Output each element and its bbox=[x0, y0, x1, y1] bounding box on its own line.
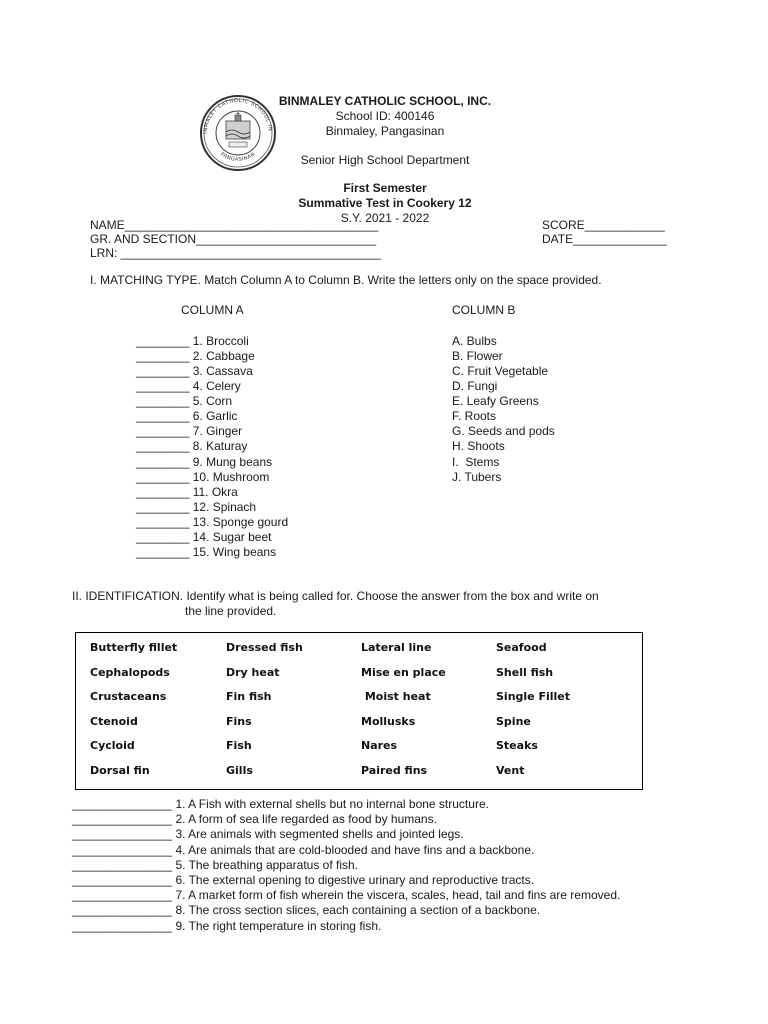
column-b-list bbox=[452, 334, 555, 485]
word-box-item: Seafood bbox=[496, 641, 547, 654]
column-b-item: F. Roots bbox=[452, 409, 497, 424]
date-field[interactable]: DATE______________ bbox=[542, 232, 667, 246]
identification-instruction-line1: II. IDENTIFICATION. Identify what is being called for. Choose the answer from the box and write on bbox=[72, 589, 599, 603]
identification-item[interactable]: _______________ 9. The right temperature in storing fish. bbox=[72, 918, 382, 933]
name-field[interactable]: NAME______________________________________ bbox=[90, 218, 379, 232]
word-box-item: Crustaceans bbox=[90, 690, 167, 703]
word-box-item: Spine bbox=[496, 715, 531, 728]
document-header bbox=[240, 94, 530, 226]
column-b-heading: COLUMN B bbox=[452, 303, 516, 317]
column-a-item[interactable]: ________ 1. Broccoli bbox=[136, 334, 249, 348]
identification-instruction-line2: the line provided. bbox=[185, 604, 277, 618]
word-box-item: Lateral line bbox=[361, 641, 432, 654]
column-b-item: H. Shoots bbox=[452, 439, 505, 454]
column-a-item[interactable]: ________ 4. Celery bbox=[136, 379, 241, 394]
lrn-field[interactable]: LRN: _______________________________________ bbox=[90, 246, 381, 260]
matching-instruction: I. MATCHING TYPE. Match Column A to Column B. Write the letters only on the space provided. bbox=[90, 273, 602, 287]
identification-item[interactable]: _______________ 5. The breathing apparatus of fish. bbox=[72, 857, 359, 872]
identification-item[interactable]: _______________ 4. Are animals that are cold-blooded and have fins and a backbone. bbox=[72, 842, 535, 857]
identification-item[interactable]: _______________ 2. A form of sea life regarded as food by humans. bbox=[72, 812, 437, 827]
student-info-left bbox=[90, 218, 381, 260]
grade-section-field[interactable]: GR. AND SECTION___________________________ bbox=[90, 232, 377, 246]
identification-items bbox=[72, 797, 620, 934]
column-a-heading: COLUMN A bbox=[181, 303, 244, 317]
word-box-item: Steaks bbox=[496, 739, 538, 752]
school-id: School ID: 400146 bbox=[335, 109, 435, 123]
column-a-item[interactable]: ________ 10. Mushroom bbox=[136, 469, 270, 484]
word-box-item: Dressed fish bbox=[226, 641, 303, 654]
identification-instruction bbox=[72, 589, 672, 619]
column-a-item[interactable]: ________ 12. Spinach bbox=[136, 499, 257, 514]
column-b-item: E. Leafy Greens bbox=[452, 394, 539, 409]
column-a-list bbox=[136, 334, 288, 560]
word-box-item: Cycloid bbox=[90, 739, 135, 752]
column-a-item[interactable]: ________ 14. Sugar beet bbox=[136, 529, 272, 544]
column-b-item: B. Flower bbox=[452, 349, 503, 364]
word-box-item: Vent bbox=[496, 764, 525, 777]
word-box-item: Paired fins bbox=[361, 764, 428, 777]
word-box-item: Ctenoid bbox=[90, 715, 138, 728]
word-box-item: Shell fish bbox=[496, 666, 554, 679]
word-box-item: Cephalopods bbox=[90, 666, 170, 679]
word-box-item: Butterfly fillet bbox=[90, 641, 178, 654]
column-a-item[interactable]: ________ 11. Okra bbox=[136, 484, 238, 499]
column-a-item[interactable]: ________ 9. Mung beans bbox=[136, 454, 273, 469]
column-a-item[interactable]: ________ 13. Sponge gourd bbox=[136, 514, 289, 529]
column-a-item[interactable]: ________ 15. Wing beans bbox=[136, 544, 277, 559]
column-a-item[interactable]: ________ 2. Cabbage bbox=[136, 349, 255, 364]
department: Senior High School Department bbox=[300, 153, 470, 167]
column-a-item[interactable]: ________ 7. Ginger bbox=[136, 424, 243, 439]
identification-item[interactable]: _______________ 7. A market form of fish wherein the viscera, scales, head, tail and fins are removed. bbox=[72, 888, 621, 903]
school-name: BINMALEY CATHOLIC SCHOOL, INC. bbox=[278, 94, 492, 108]
student-info-right bbox=[542, 218, 667, 246]
word-box-item: Gills bbox=[226, 764, 253, 777]
identification-item[interactable]: _______________ 1. A Fish with external shells but no internal bone structure. bbox=[72, 797, 489, 811]
word-box-item: Fin fish bbox=[226, 690, 272, 703]
word-box-item: Moist heat bbox=[361, 690, 431, 703]
school-year: S.Y. 2021 - 2022 bbox=[340, 211, 430, 225]
column-a-item[interactable]: ________ 5. Corn bbox=[136, 394, 233, 409]
seal-top-text: INMALEY CATHOLIC SCHOOL IN bbox=[202, 97, 274, 134]
test-title: Summative Test in Cookery 12 bbox=[298, 196, 472, 210]
column-b-item: J. Tubers bbox=[452, 469, 502, 484]
column-b-item: D. Fungi bbox=[452, 379, 498, 394]
column-a-item[interactable]: ________ 6. Garlic bbox=[136, 409, 238, 424]
score-field[interactable]: SCORE____________ bbox=[542, 218, 665, 232]
identification-item[interactable]: _______________ 8. The cross section slices, each containing a section of a backbone. bbox=[72, 903, 541, 918]
word-box-item: Mise en place bbox=[361, 666, 446, 679]
semester: First Semester bbox=[343, 181, 427, 195]
word-box-item: Mollusks bbox=[361, 715, 416, 728]
seal-bottom-text: PANGASINAN bbox=[219, 151, 257, 163]
identification-item[interactable]: _______________ 3. Are animals with segmented shells and jointed legs. bbox=[72, 827, 464, 842]
word-box-item: Nares bbox=[361, 739, 398, 752]
column-b-item: A. Bulbs bbox=[452, 334, 497, 348]
word-box-item: Fish bbox=[226, 739, 252, 752]
school-location: Binmaley, Pangasinan bbox=[325, 124, 445, 138]
word-box-item: Single Fillet bbox=[496, 690, 571, 703]
word-box-item: Dorsal fin bbox=[90, 764, 150, 777]
column-b-item: I. Stems bbox=[452, 454, 500, 469]
identification-item[interactable]: _______________ 6. The external opening to digestive urinary and reproductive tracts. bbox=[72, 873, 535, 888]
word-box bbox=[75, 632, 643, 790]
column-a-item[interactable]: ________ 8. Katuray bbox=[136, 439, 248, 454]
column-b-item: G. Seeds and pods bbox=[452, 424, 555, 439]
column-b-item: C. Fruit Vegetable bbox=[452, 364, 549, 379]
word-box-item: Dry heat bbox=[226, 666, 280, 679]
column-a-item[interactable]: ________ 3. Cassava bbox=[136, 364, 253, 379]
word-box-item: Fins bbox=[226, 715, 252, 728]
